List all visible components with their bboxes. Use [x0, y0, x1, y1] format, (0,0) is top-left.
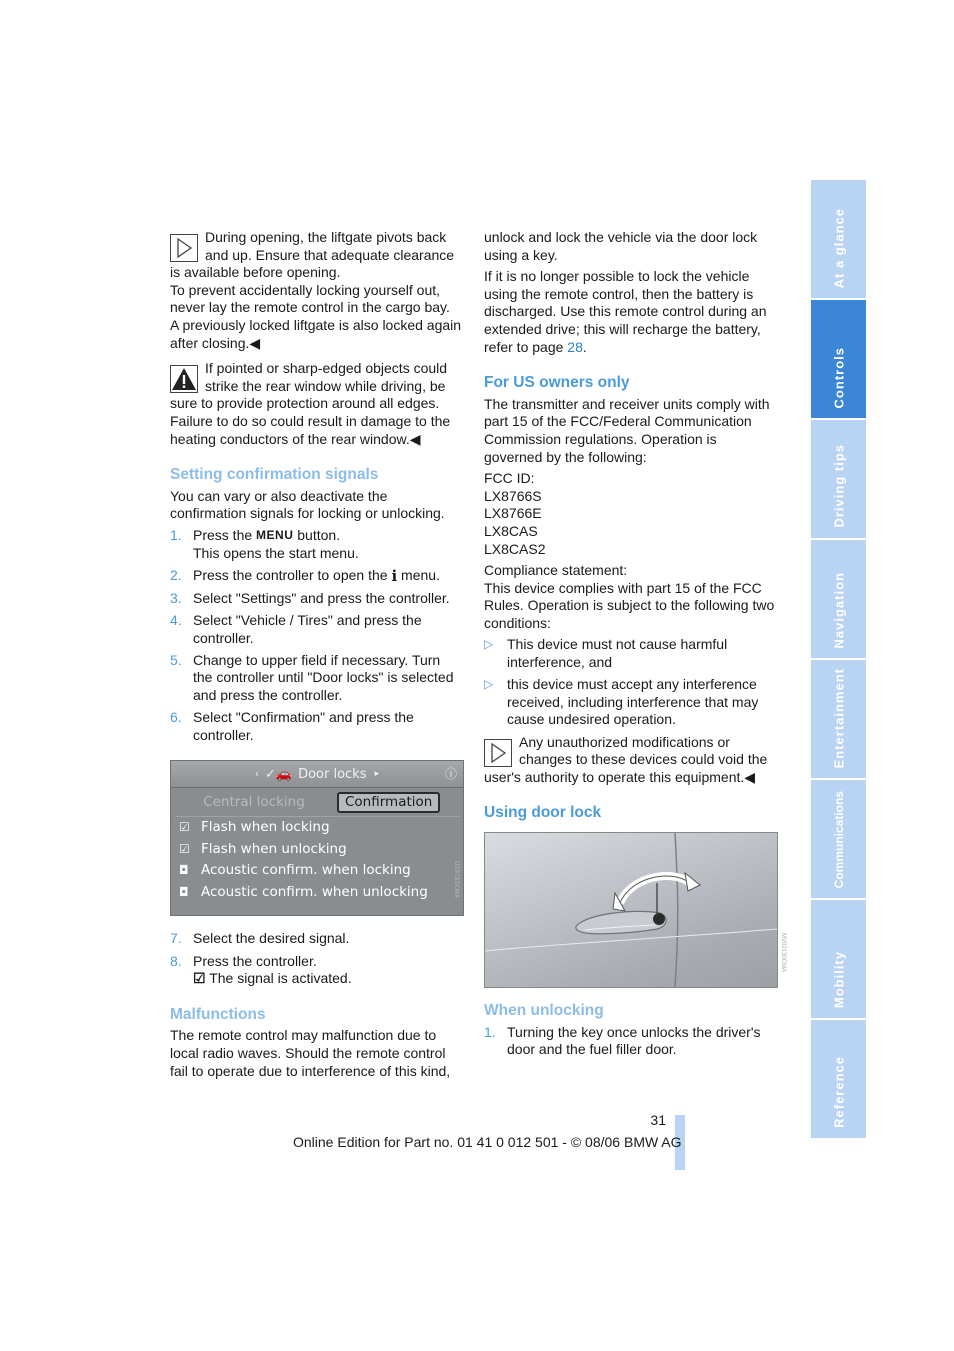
step-text: menu.: [401, 567, 440, 584]
battery-text-end: .: [582, 338, 587, 355]
step-number: 8.: [170, 952, 182, 969]
step-number: 1.: [170, 526, 182, 543]
note-lockout-text: To prevent accidentally locking yourself out, never lay the remote control in the cargo bay.: [170, 281, 450, 316]
list-item: [170, 590, 462, 608]
compliance-label: Compliance statement:: [484, 562, 628, 579]
tab-central-locking: Central locking: [203, 793, 305, 810]
confirmation-intro: You can vary or also deactivate the confirmation signals for locking or unlocking.: [170, 487, 445, 522]
bullet-text: This device must not cause harmful interference, and: [507, 636, 728, 671]
screen-tabs: [171, 790, 463, 814]
screen-row-label: Acoustic confirm. when locking: [201, 862, 411, 879]
unlock-steps: [484, 1024, 776, 1059]
fcc-intro: The transmitter and receiver units comply with part 15 of the FCC/Federal Communication Commission regulations. Operation is governed by the following:: [484, 395, 770, 465]
list-item: [484, 1024, 776, 1059]
heading-when-unlocking: When unlocking: [484, 1002, 604, 1019]
chevron-left-icon: ‹: [254, 768, 259, 780]
info-circle-icon: ⓘ: [444, 767, 457, 782]
step-text: button.: [297, 526, 341, 543]
checkbox-empty-icon: ◘: [179, 863, 189, 878]
modifications-text: Any unauthorized modifications or changes to these devices could void the user's authority to operate this equipment.◀: [484, 733, 768, 785]
step-number: 7.: [170, 930, 182, 947]
screen-row: [171, 817, 463, 839]
list-item: [170, 709, 462, 744]
compliance-text: This device complies with part 15 of the FCC Rules. Operation is subject to the following two conditions:: [484, 579, 775, 631]
chapter-tabs: [811, 180, 866, 1140]
play-triangle-note-icon: [170, 234, 198, 262]
tab-navigation[interactable]: [811, 540, 866, 658]
tab-entertainment[interactable]: [811, 660, 866, 778]
note-locked-text: A previously locked liftgate is also locked again after closing.◀: [170, 316, 462, 351]
screen-row: [171, 839, 463, 861]
screen-row: [171, 860, 463, 882]
fcc-id-line: FCC ID:: [484, 470, 535, 487]
image-code: MV02130CMA: [780, 933, 786, 973]
list-item: [170, 652, 462, 705]
tab-label: Driving tips: [831, 444, 846, 528]
heading-us-owners: For US owners only: [484, 374, 630, 392]
page-link[interactable]: 28: [567, 338, 583, 355]
fcc-id-line: LX8766S: [484, 487, 542, 504]
page-number: 31: [650, 1112, 666, 1128]
list-item: [170, 527, 462, 563]
list-item: [170, 953, 462, 988]
step-number: 1.: [484, 1023, 496, 1040]
checkbox-checked-icon: ☑: [179, 820, 190, 835]
door-handle-illustration: [485, 833, 777, 987]
step-text: Select "Confirmation" and press the controller.: [193, 709, 414, 743]
tab-label: Entertainment: [831, 667, 846, 768]
checkbox-empty-icon: ◘: [179, 884, 189, 899]
step-text: Select the desired signal.: [193, 930, 350, 947]
step-subtext: The signal is activated.: [209, 970, 352, 987]
car-check-icon: ✓🚗: [264, 766, 293, 782]
bullet-triangle-icon: ▷: [484, 637, 494, 652]
step-subtext: This opens the start menu.: [193, 545, 359, 561]
modifications-note: [484, 734, 776, 787]
checkbox-checked-icon: ☑: [179, 841, 190, 856]
steps-list-2: [170, 930, 462, 987]
step-text: Press the controller.: [193, 952, 317, 969]
list-item: [170, 930, 462, 948]
tab-mobility[interactable]: [811, 900, 866, 1018]
step-text: Select "Vehicle / Tires" and press the controller.: [193, 612, 422, 646]
screen-row-label: Flash when unlocking: [201, 840, 347, 857]
tab-label: Mobility: [831, 950, 846, 1008]
chevron-right-icon: ▸: [374, 768, 380, 779]
steps-list: [170, 527, 462, 745]
screen-title: Door locks: [298, 766, 367, 782]
step-number: 5.: [170, 651, 182, 668]
step-text: Turning the key once unlocks the driver's door and the fuel filler door.: [507, 1023, 761, 1058]
note-liftgate-text: During opening, the liftgate pivots back and up. Ensure that adequate clearance is available before opening.: [170, 229, 455, 281]
tab-at-a-glance[interactable]: [811, 180, 866, 298]
heading-malfunctions: Malfunctions: [170, 1005, 266, 1023]
heading-using-door-lock: Using door lock: [484, 804, 602, 822]
malfunctions-text: The remote control may malfunction due to local radio waves. Should the remote control fail to operate due to interference of this kind,: [170, 1027, 451, 1079]
tab-confirmation: Confirmation: [337, 792, 440, 814]
screen-title-bar: [171, 761, 463, 788]
tab-label: Reference: [831, 1056, 846, 1128]
warning-text: If pointed or sharp-edged objects could strike the rear window while driving, be sure to provide protection around all edges. Failure to do so could result in damage to the heating conductors of the rear window.◀: [170, 360, 451, 447]
play-triangle-note-icon: [484, 739, 512, 767]
idrive-screen-image: [170, 760, 464, 916]
liftgate-note: [170, 229, 462, 352]
tab-label: Navigation: [831, 571, 846, 648]
footer: Online Edition for Part no. 01 41 0 012 501 - © 08/06 BMW AG: [293, 1134, 682, 1150]
bullet-triangle-icon: ▷: [484, 677, 494, 692]
list-item: [170, 612, 462, 647]
right-column: [484, 229, 786, 1063]
tab-controls[interactable]: [811, 300, 866, 418]
menu-button-icon: MENU: [256, 528, 294, 543]
step-number: 6.: [170, 709, 182, 726]
tab-reference[interactable]: [811, 1020, 866, 1138]
screen-row: [171, 882, 463, 904]
left-column: [170, 229, 462, 1080]
battery-text-body: If it is no longer possible to lock the vehicle using the remote control, then the battery is discharged. Use this remote control during an extended drive; this will recharge the battery, refer to page: [484, 268, 767, 355]
tab-communications[interactable]: [811, 780, 866, 898]
fcc-id-line: LX8766E: [484, 505, 542, 522]
fcc-id-line: LX8CAS2: [484, 540, 546, 557]
info-i-icon: i: [391, 566, 398, 585]
warning-triangle-icon: [170, 365, 198, 393]
tab-driving-tips[interactable]: [811, 420, 866, 538]
list-item: [170, 567, 462, 585]
list-item: [484, 636, 776, 671]
tab-label: Controls: [831, 346, 846, 408]
step-text: Change to upper field if necessary. Turn the controller until "Door locks" is selected and press the controller.: [193, 651, 454, 704]
screen-row-label: Acoustic confirm. when unlocking: [201, 883, 428, 900]
step-text: Press the controller to open the: [193, 567, 388, 584]
step-number: 3.: [170, 589, 182, 606]
fcc-id-line: LX8CAS: [484, 522, 538, 539]
tab-label: Communications: [831, 790, 846, 888]
door-lock-continuation: unlock and lock the vehicle via the door lock using a key.: [484, 229, 758, 263]
door-lock-photo: [484, 832, 786, 988]
list-item: [484, 676, 776, 729]
heading-setting-confirmation: Setting confirmation signals: [170, 466, 379, 484]
bullet-text: this device must accept any interference received, including interference that may cause undesired operation.: [507, 676, 759, 728]
checkbox-checked-icon: ☑: [193, 970, 206, 987]
tab-label: At a glance: [831, 207, 846, 288]
battery-text: [484, 268, 776, 356]
step-text: Press the: [193, 526, 253, 543]
step-number: 4.: [170, 612, 182, 629]
screen-row-label: Flash when locking: [201, 819, 330, 836]
conditions-list: [484, 636, 776, 729]
step-number: 2.: [170, 567, 182, 584]
warning-note: [170, 360, 462, 448]
image-code: US9785CMA: [453, 861, 460, 899]
step-text: Select "Settings" and press the controller.: [193, 589, 450, 606]
